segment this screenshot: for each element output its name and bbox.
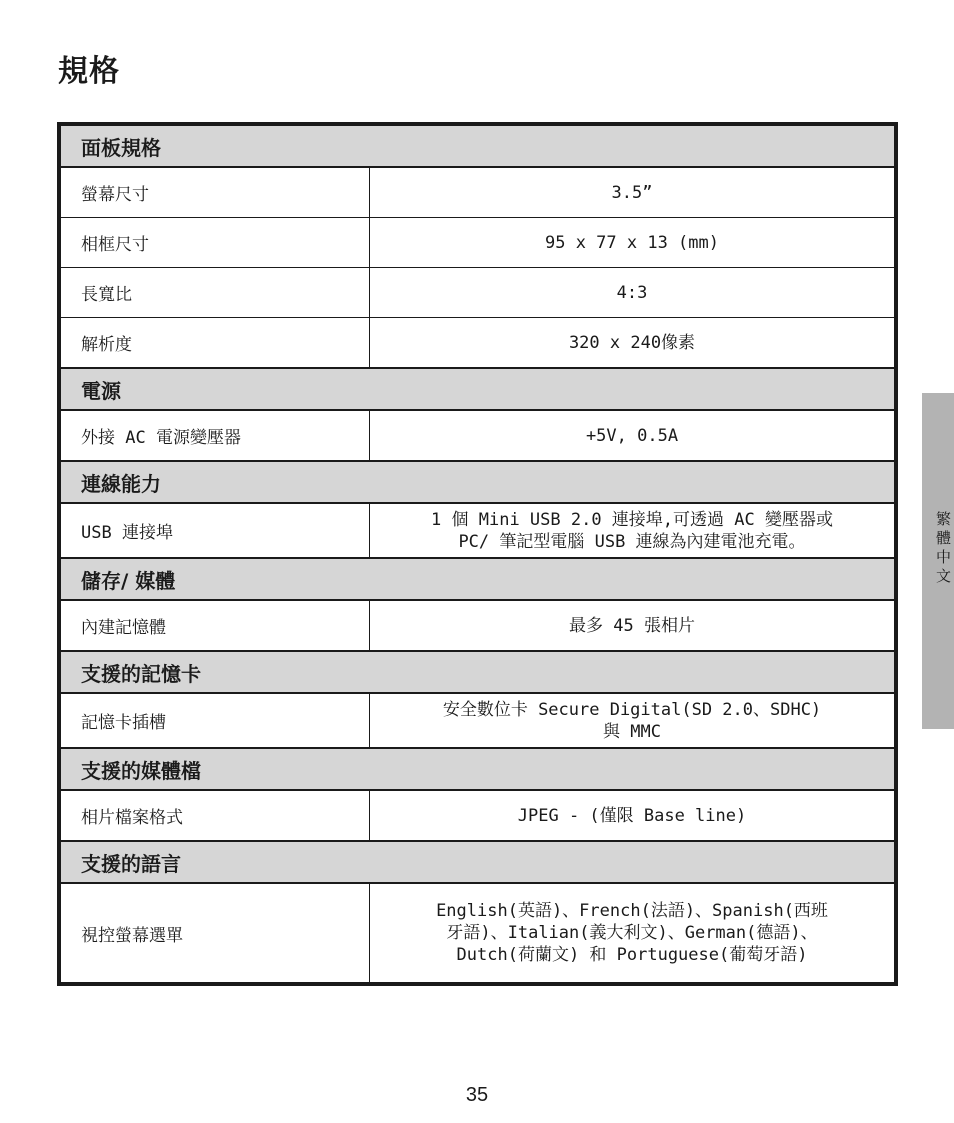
section-heading: 儲存/ 媒體 (59, 558, 896, 600)
value-line: 1 個 Mini USB 2.0 連接埠,可透過 AC 變壓器或 (431, 509, 833, 530)
section-header (59, 651, 896, 693)
row-value: JPEG - (僅限 Base line) (370, 790, 897, 841)
table-row (59, 167, 896, 218)
section-header (59, 748, 896, 790)
table-row (59, 503, 896, 558)
side-tab-label: 繁體中文 (934, 511, 952, 587)
row-label: 視控螢幕選單 (59, 883, 370, 984)
page-number: 35 (465, 1084, 489, 1106)
section-heading: 電源 (59, 368, 896, 410)
value-line: 牙語)、Italian(義大利文)、German(德語)、 (446, 923, 818, 943)
table-row (59, 218, 896, 268)
table-row (59, 318, 896, 369)
row-label: 外接 AC 電源變壓器 (59, 410, 370, 461)
section-header (59, 461, 896, 503)
row-label: 相框尺寸 (59, 218, 370, 268)
section-heading: 支援的媒體檔 (59, 748, 896, 790)
row-label: 解析度 (59, 318, 370, 369)
row-value (370, 503, 897, 558)
spec-table (57, 122, 898, 986)
section-heading: 連線能力 (59, 461, 896, 503)
row-value (370, 883, 897, 984)
table-row (59, 600, 896, 651)
section-header (59, 558, 896, 600)
row-label: 記憶卡插槽 (59, 693, 370, 748)
table-row (59, 410, 896, 461)
row-label: 螢幕尺寸 (59, 167, 370, 218)
row-value (370, 693, 897, 748)
row-label: 相片檔案格式 (59, 790, 370, 841)
value-line: 安全數位卡 Secure Digital(SD 2.0、SDHC) (442, 699, 822, 720)
table-row (59, 883, 896, 984)
section-header (59, 368, 896, 410)
row-value: 最多 45 張相片 (370, 600, 897, 651)
section-heading: 面板規格 (59, 124, 896, 167)
row-value: 3.5” (370, 167, 897, 218)
section-header (59, 124, 896, 167)
value-line: PC/ 筆記型電腦 USB 連線為內建電池充電。 (458, 531, 806, 552)
language-side-tab (922, 393, 954, 729)
value-line: Dutch(荷蘭文) 和 Portuguese(葡萄牙語) (456, 945, 808, 965)
value-line: 與 MMC (603, 721, 661, 742)
table-row (59, 693, 896, 748)
row-label: 長寬比 (59, 268, 370, 318)
table-row (59, 268, 896, 318)
section-heading: 支援的語言 (59, 841, 896, 883)
row-label: USB 連接埠 (59, 503, 370, 558)
row-value: +5V, 0.5A (370, 410, 897, 461)
value-line: English(英語)、French(法語)、Spanish(西班 (436, 901, 828, 921)
row-value: 4:3 (370, 268, 897, 318)
section-heading: 支援的記憶卡 (59, 651, 896, 693)
page-title: 規格 (58, 54, 120, 89)
section-header (59, 841, 896, 883)
row-value: 320 x 240像素 (370, 318, 897, 369)
row-value: 95 x 77 x 13 (mm) (370, 218, 897, 268)
table-row (59, 790, 896, 841)
row-label: 內建記憶體 (59, 600, 370, 651)
